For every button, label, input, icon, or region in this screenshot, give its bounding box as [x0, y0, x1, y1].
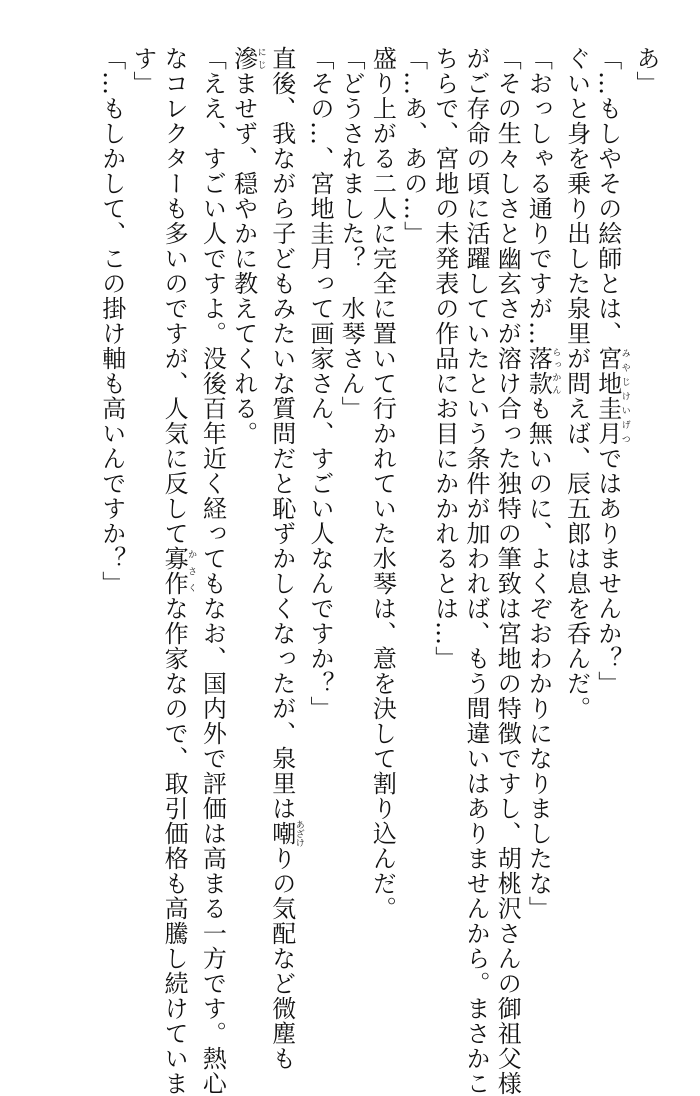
text-segment: がご存命の頃に活躍していたという条件が加われば、もう間違いはありませんから。まさかこ	[461, 46, 490, 1096]
text-segment: りの気配など微塵も	[267, 846, 296, 1071]
text-segment: 「ええ、すごい人ですよ。没後百年近く経ってもなお、国内外で評価は高まる一方です。熱心	[198, 46, 227, 1096]
ruby-base: 滲	[229, 46, 258, 71]
text-line	[366, 46, 397, 976]
text-segment: 「…あ、あの…」	[399, 46, 428, 246]
text-segment: なコレクターも多いのですが、人気に反して	[160, 46, 189, 546]
ruby-annotation	[593, 346, 630, 446]
text-line	[560, 46, 591, 976]
text-segment: ませず、穏やかに教えてくれる。	[229, 71, 258, 446]
ruby-annotation	[229, 46, 266, 71]
text-segment: 直後、我ながら子どもみたいな質問だと恥ずかしくなったが、泉里は	[267, 46, 296, 821]
ruby-base: 落款	[524, 346, 553, 396]
ruby-reading: みやじけいげつ	[619, 346, 630, 446]
text-line	[592, 46, 630, 976]
ruby-reading: にじ	[255, 46, 266, 71]
vertical-text-body	[96, 46, 661, 1096]
ruby-reading: あざけ	[293, 820, 304, 847]
text-segment: な作家なので、取引価格も高騰し続けていま	[160, 596, 189, 1096]
text-line	[460, 46, 491, 1096]
text-segment: も無いのに、よくぞおわかりになりましたな」	[524, 396, 553, 921]
text-segment: 「…もしやその絵師とは、	[593, 46, 622, 346]
text-segment: 「おっしゃる通りですが…	[524, 46, 553, 346]
text-segment: 盛り上がる二人に完全に置いて行かれていた水琴は、意を決して割り込んだ。	[368, 46, 397, 921]
text-line	[227, 46, 265, 976]
ruby-annotation	[524, 346, 561, 396]
text-line	[304, 46, 335, 976]
text-line	[158, 46, 197, 1096]
ruby-base: 寡作	[160, 546, 189, 596]
text-line	[335, 46, 366, 976]
text-line	[196, 46, 227, 1096]
ruby-reading: かさく	[186, 546, 197, 596]
ruby-annotation	[160, 546, 197, 596]
text-segment: 「その生々しさと幽玄さが溶け合った独特の筆致は宮地の特徴ですし、胡桃沢さんの御祖父様	[493, 46, 522, 1096]
ruby-reading: らっかん	[550, 346, 561, 396]
text-segment: 「どうされました？ 水琴さん」	[337, 46, 366, 421]
text-line	[522, 46, 560, 976]
text-segment: 「…もしかして、この掛け軸も高いんですか？」	[97, 46, 126, 596]
text-line	[127, 46, 158, 976]
ruby-base: 嘲	[267, 820, 296, 847]
text-line	[429, 46, 460, 976]
ruby-base: 宮地圭月	[593, 346, 622, 446]
text-line	[397, 46, 428, 976]
text-segment: す」	[128, 46, 157, 96]
text-segment: ぐいと身を乗り出した泉里が問えば、辰五郎は息を呑んだ。	[562, 46, 591, 721]
text-line	[491, 46, 522, 1096]
text-segment: ではありませんか？」	[593, 446, 622, 696]
text-segment: 「その…、宮地圭月って画家さん、すごい人なんですか？」	[305, 46, 334, 721]
ruby-annotation	[267, 820, 304, 847]
text-line	[266, 46, 304, 1071]
text-segment: ちらで、宮地の未発表の作品にお目にかかれるとは…」	[430, 46, 459, 671]
text-line	[96, 46, 127, 976]
text-line	[630, 46, 661, 976]
text-segment: あ」	[632, 46, 660, 96]
